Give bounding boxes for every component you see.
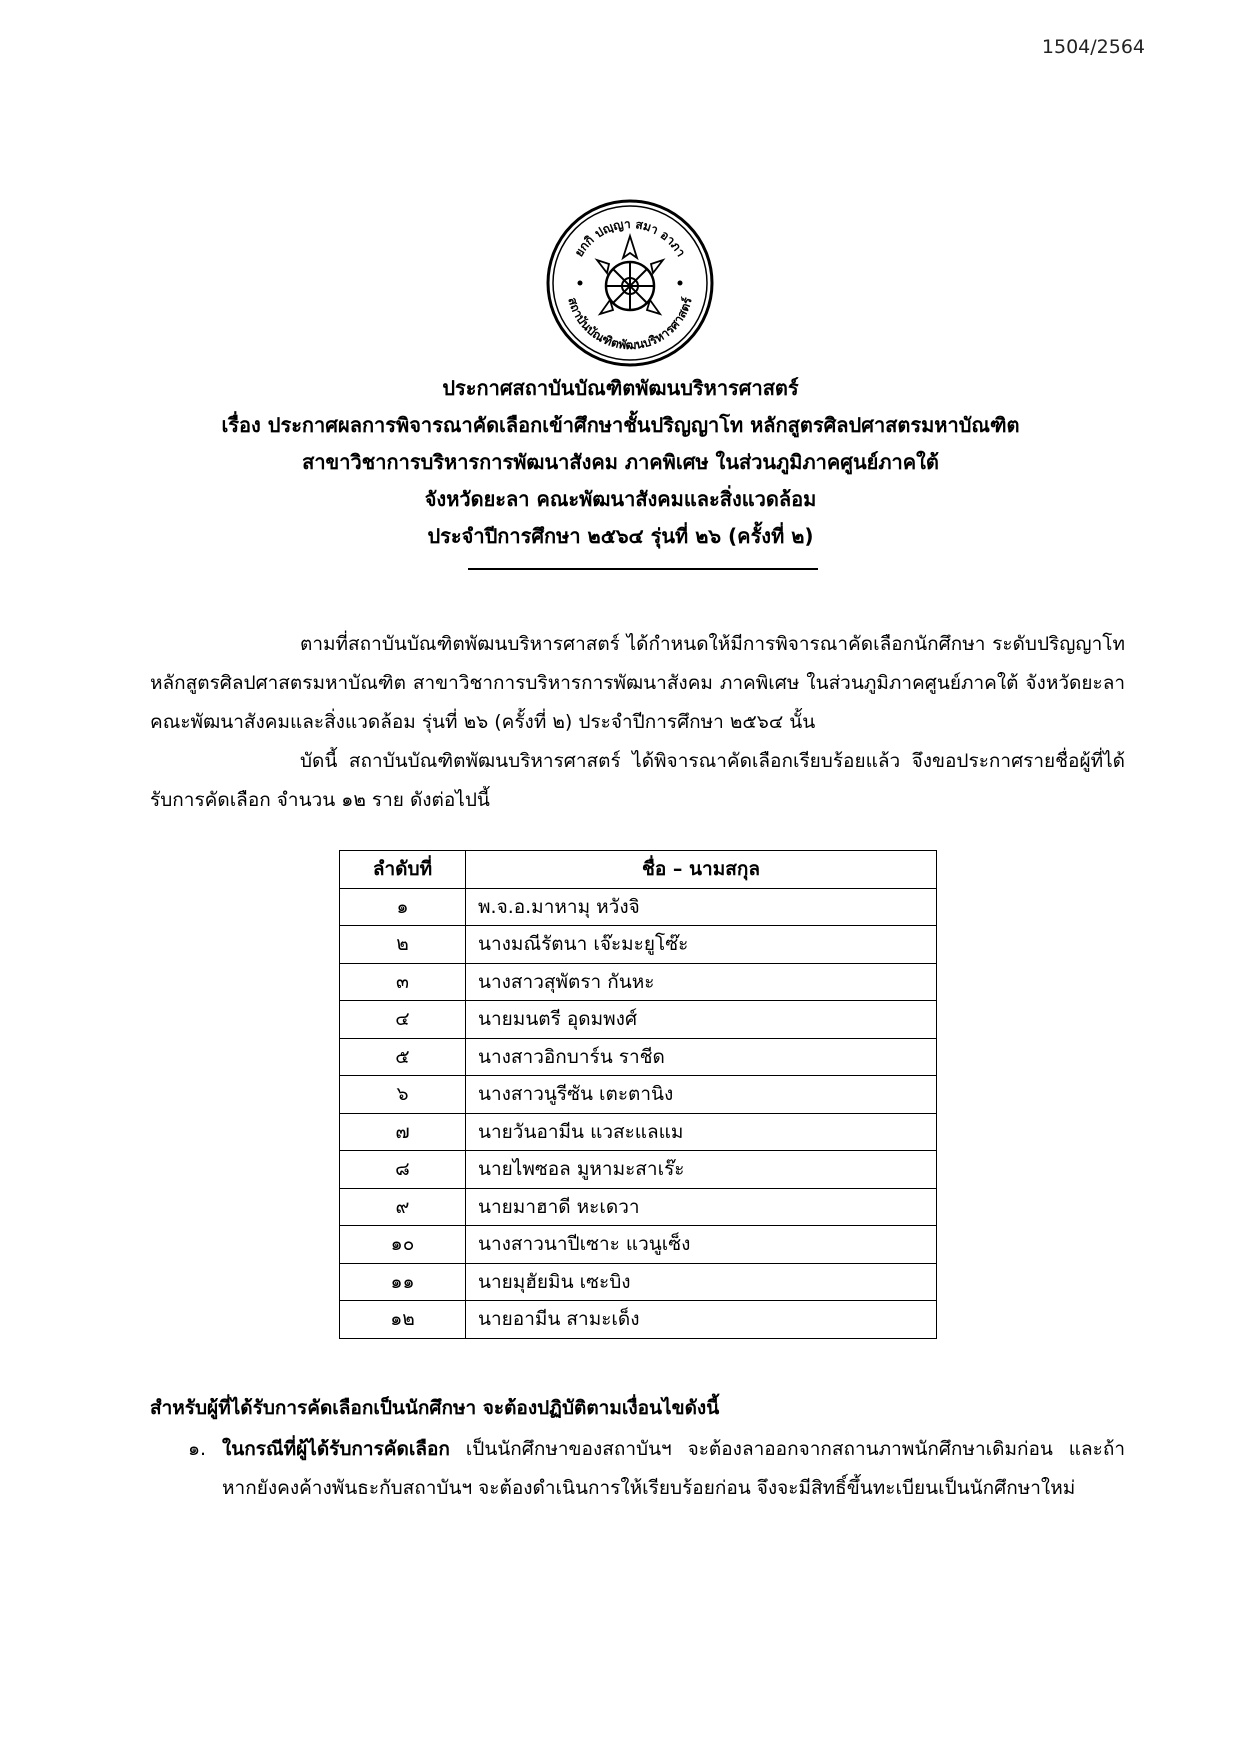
row-name: นายมนตรี อุดมพงศ์ <box>466 1001 937 1039</box>
table-header-row <box>340 851 937 889</box>
table-row <box>340 1001 937 1039</box>
title-line-3: สาขาวิชาการบริหารการพัฒนาสังคม ภาคพิเศษ ในส่วนภูมิภาคศูนย์ภาคใต้ <box>302 450 939 474</box>
row-order: ๒ <box>340 926 466 964</box>
paragraph-2-text: บัดนี้ สถาบันบัณฑิตพัฒนบริหารศาสตร์ ได้พิจารณาคัดเลือกเรียบร้อยแล้ว จึงขอประกาศรายชื่อผู้ที่ได้รับการคัดเลือก จำนวน ๑๒ ราย ดังต่อไปนี้ <box>150 750 1125 811</box>
title-line-1: ประกาศสถาบันบัณฑิตพัฒนบริหารศาสตร์ <box>442 376 799 400</box>
row-name: นายมาฮาดี หะเดวา <box>466 1188 937 1226</box>
body-paragraph-2 <box>150 742 1125 820</box>
title-line-5: ประจำปีการศึกษา ๒๕๖๔ รุ่นที่ ๒๖ (ครั้งที่ ๒) <box>427 524 814 548</box>
table-row <box>340 1038 937 1076</box>
row-order: ๗ <box>340 1113 466 1151</box>
row-order: ๑ <box>340 888 466 926</box>
condition-item-body: เป็นนักศึกษาของสถาบันฯ จะต้องลาออกจากสถานภาพนักศึกษาเดิมก่อน และถ้าหากยังคงค้างพันธะกับสถาบันฯ จะต้องดำเนินการให้เรียบร้อยก่อน จึงจะมีสิทธิ์ขึ้นทะเบียนเป็นนักศึกษาใหม่ <box>222 1438 1125 1499</box>
institution-seal-icon <box>545 198 715 368</box>
row-order: ๑๐ <box>340 1226 466 1264</box>
condition-item-1 <box>188 1430 1125 1508</box>
table-row <box>340 963 937 1001</box>
table-row <box>340 1076 937 1114</box>
table-row <box>340 1301 937 1339</box>
table-row <box>340 1226 937 1264</box>
conditions-heading: สำหรับผู้ที่ได้รับการคัดเลือกเป็นนักศึกษา จะต้องปฏิบัติตามเงื่อนไขดังนี้ <box>150 1397 720 1419</box>
row-order: ๑๒ <box>340 1301 466 1339</box>
table-row <box>340 888 937 926</box>
row-name: พ.จ.อ.มาหามุ หวังจิ <box>466 888 937 926</box>
table-row <box>340 926 937 964</box>
table-row <box>340 1263 937 1301</box>
row-name: นางสาวสุพัตรา กันหะ <box>466 963 937 1001</box>
seal-bottom-text: สถาบันบัณฑิตพัฒนบริหารศาสตร์ <box>565 295 695 353</box>
condition-item-text <box>222 1430 1125 1508</box>
row-name: นางสาวนูรีซัน เตะตานิง <box>466 1076 937 1114</box>
title-divider <box>468 568 818 570</box>
row-order: ๓ <box>340 963 466 1001</box>
row-name: นายวันอามีน แวสะแลแม <box>466 1113 937 1151</box>
title-line-4: จังหวัดยะลา คณะพัฒนาสังคมและสิ่งแวดล้อม <box>424 487 817 511</box>
seal-top-text: ยกกิ ปญฺญา สมา อาภา <box>571 216 689 260</box>
row-name: นางมณีรัตนา เจ๊ะมะยูโซ๊ะ <box>466 926 937 964</box>
paragraph-1-text: ตามที่สถาบันบัณฑิตพัฒนบริหารศาสตร์ ได้กำหนดให้มีการพิจารณาคัดเลือกนักศึกษา ระดับปริญญาโท หลักสูตรศิลปศาสตรมหาบัณฑิต สาขาวิชาการบริหารการพัฒนาสังคม ภาคพิเศษ ในส่วนภูมิภาคศูนย์ภาคใต้ จังหวัดยะลา คณะพัฒนาสังคมและสิ่งแวดล้อม รุ่นที่ ๒๖ (ครั้งที่ ๒) ประจำปีการศึกษา ๒๕๖๔ นั้น <box>150 633 1125 733</box>
row-order: ๘ <box>340 1151 466 1189</box>
condition-item-bold: ในกรณีที่ผู้ได้รับการคัดเลือก <box>222 1438 450 1460</box>
condition-item-number: ๑. <box>188 1438 207 1460</box>
row-order: ๑๑ <box>340 1263 466 1301</box>
row-order: ๕ <box>340 1038 466 1076</box>
header-order: ลำดับที่ <box>340 851 466 889</box>
table-row <box>340 1113 937 1151</box>
header-name: ชื่อ – นามสกุล <box>466 851 937 889</box>
body-paragraph-1 <box>150 625 1125 742</box>
row-name: นายอามีน สามะเด็ง <box>466 1301 937 1339</box>
selected-candidates-table <box>339 850 937 1339</box>
row-name: นางสาวอิกบาร์น ราชีด <box>466 1038 937 1076</box>
announcement-title <box>0 370 1241 555</box>
row-order: ๙ <box>340 1188 466 1226</box>
row-name: นายมุฮัยมิน เซะบิง <box>466 1263 937 1301</box>
title-line-2: เรื่อง ประกาศผลการพิจารณาคัดเลือกเข้าศึกษาชั้นปริญญาโท หลักสูตรศิลปศาสตรมหาบัณฑิต <box>221 413 1020 437</box>
document-number: 1504/2564 <box>1041 36 1145 58</box>
row-name: นายไพซอล มูหามะสาเร๊ะ <box>466 1151 937 1189</box>
row-order: ๔ <box>340 1001 466 1039</box>
row-order: ๖ <box>340 1076 466 1114</box>
row-name: นางสาวนาปีเซาะ แวนูเซ็ง <box>466 1226 937 1264</box>
table-row <box>340 1151 937 1189</box>
table-row <box>340 1188 937 1226</box>
